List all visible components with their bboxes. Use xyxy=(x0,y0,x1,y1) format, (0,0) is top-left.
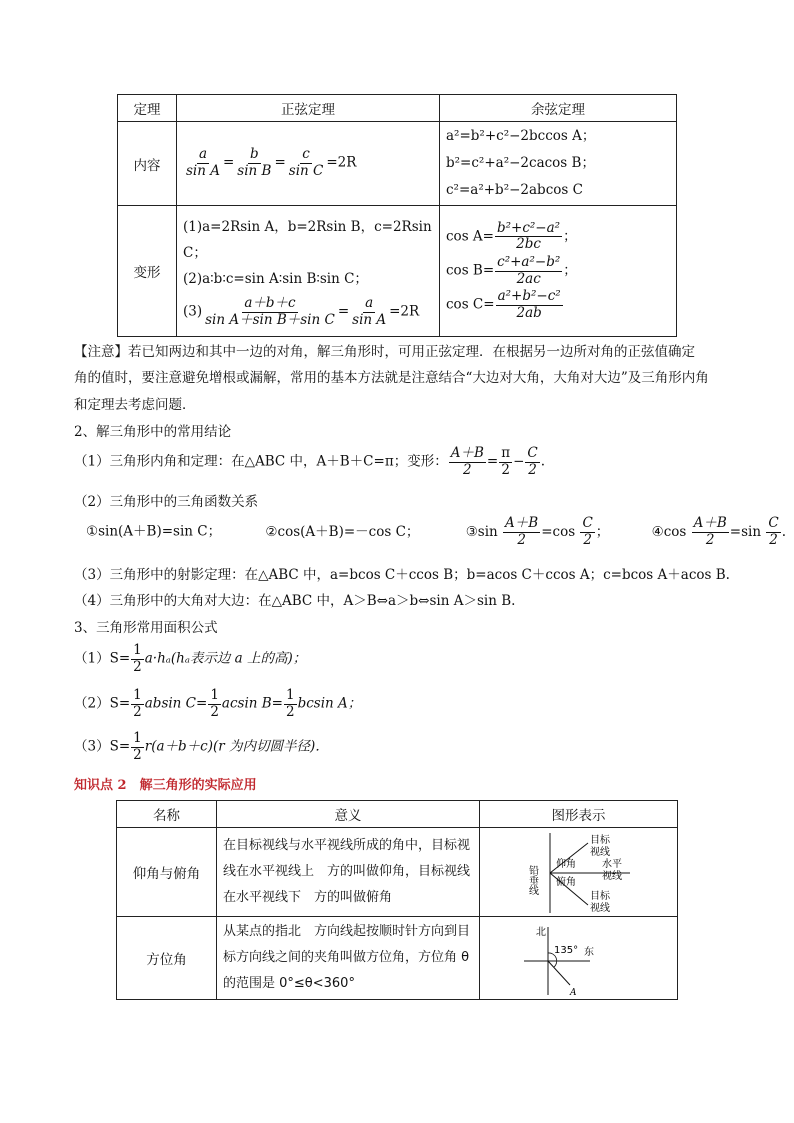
sine-content-cell: $\frac{a}{\text{sin A}}$ = $\frac{b}{\text{sin B}}$ = $\frac{c}{\text{sin C}}$ =2R xyxy=(177,122,440,206)
header-figure: 图形表示 xyxy=(480,801,678,828)
application-table xyxy=(116,800,678,1000)
section3-title: 3、三角形常用面积公式 xyxy=(74,620,218,636)
svg-text:目标: 目标 xyxy=(590,834,610,846)
area-formula-1: （1）S= $\frac{1}{2}$ a·hₐ(hₐ表示边 a 上的高)； xyxy=(74,642,307,675)
cos-law-b: b²=c²+a²−2cacos B； xyxy=(446,155,595,171)
cos-law-c: c²=a²+b²−2abcos C xyxy=(446,182,583,198)
header-cosine: 余弦定理 xyxy=(440,95,677,122)
row-content-label: 内容 xyxy=(118,122,177,206)
formula-3: ③sin $\frac{A+B}{2}$ =cos $\frac{C}{2}$ ； xyxy=(465,515,610,548)
sine-transform-cell xyxy=(177,206,440,337)
cos-transform-cell xyxy=(440,206,677,337)
section2-item2: （2）三角形中的三角函数关系 xyxy=(74,494,259,510)
row2-meaning: 从某点的指北 方向线起按顺时针方向到目标方向线之间的夹角叫做方位角，方位角 θ 的范围是 0°≤θ<360° xyxy=(217,917,480,1000)
sine-transform-1: (1)a=2Rsin A，b=2Rsin B，c=2Rsin C； xyxy=(183,218,432,261)
elevation-depression-figure xyxy=(480,829,676,916)
header-sine: 正弦定理 xyxy=(177,95,440,122)
cos-C-formula: cos C= $\frac{\text{a²+b²−c²}}{2ab}$ xyxy=(446,288,561,321)
formula-4: ④cos $\frac{A+B}{2}$ =sin $\frac{C}{2}$ . xyxy=(651,515,786,548)
header-meaning: 意义 xyxy=(217,801,480,828)
cos-B-formula: cos B= $\frac{\text{c²+a²−b²}}{2ac}$ ； xyxy=(446,253,577,287)
header-theorem: 定理 xyxy=(118,95,177,122)
section2-item1: （1）三角形内角和定理：在△ABC 中，A＋B＋C=π；变形： $\frac{A+B}{2}$ = $\frac{\pi}{2}$ − $\frac{C}{2}$ . xyxy=(74,445,546,478)
azimuth-figure xyxy=(480,919,676,998)
sine-transform-2: (2)a∶b∶c=sin A∶sin B∶sin C； xyxy=(183,270,368,287)
frac-b-sinB: $\frac{b}{\text{sin B}}$ xyxy=(237,146,272,179)
note-line-3: 和定理去考虑问题． xyxy=(74,397,196,413)
cos-law-a: a²=b²+c²−2bccos A； xyxy=(446,128,596,144)
svg-text:水平: 水平 xyxy=(602,858,622,870)
row-transform-label: 变形 xyxy=(118,206,177,337)
section2-item3: （3）三角形中的射影定理：在△ABC 中，a=bcos C＋ccos B；b=acos C＋ccos A；c=bcos A＋acos B. xyxy=(74,567,730,583)
sine-rhs: =2R xyxy=(326,155,357,171)
section2-title: 2、解三角形中的常用结论 xyxy=(74,424,232,440)
svg-text:目标: 目标 xyxy=(590,890,610,902)
svg-text:A: A xyxy=(570,987,577,998)
knowledge-point-2-title: 知识点 2 解三角形的实际应用 xyxy=(74,778,257,793)
svg-text:俯角: 俯角 xyxy=(556,876,576,888)
area-formula-3: （3）S= $\frac{1}{2}$ r(a＋b＋c)(r 为内切圆半径)． xyxy=(74,730,329,763)
row1-name: 仰角与俯角 xyxy=(117,828,217,917)
svg-text:视线: 视线 xyxy=(602,870,622,882)
note-line-1: 【注意】若已知两边和其中一边的对角，解三角形时，可用正弦定理．在根据另一边所对角的正弦值确定 xyxy=(74,344,695,360)
frac-c-sinC: $\frac{c}{\text{sin C}}$ xyxy=(288,146,324,179)
svg-text:135°: 135° xyxy=(554,944,579,956)
cos-content-cell xyxy=(440,122,677,206)
area-formula-2: （2）S= $\frac{1}{2}$ absin C= $\frac{1}{2}$ acsin B= $\frac{1}{2}$ bcsin A； xyxy=(74,687,362,720)
formula-1: ①sin(A＋B)=sin C； xyxy=(86,523,222,540)
section2-formulas xyxy=(86,516,786,548)
row2-name: 方位角 xyxy=(117,917,217,1000)
svg-text:视线: 视线 xyxy=(590,846,610,858)
theorem-table xyxy=(117,94,677,337)
svg-text:东: 东 xyxy=(584,946,594,958)
formula-2: ②cos(A＋B)=－cos C； xyxy=(265,523,420,540)
frac-a-sinA: $\frac{a}{\text{sin A}}$ xyxy=(186,146,220,179)
row2-figure-cell xyxy=(480,917,678,1000)
section2-item4: （4）三角形中的大角对大边：在△ABC 中，A＞B⇔a＞b⇔sin A＞sin B. xyxy=(74,593,516,609)
row1-figure-cell xyxy=(480,828,678,917)
header-name: 名称 xyxy=(117,801,217,828)
svg-text:仰角: 仰角 xyxy=(556,858,576,870)
svg-text:视线: 视线 xyxy=(590,902,610,914)
cos-A-formula: cos A= $\frac{\text{b²+c²−a²}}{2bc}$ ； xyxy=(446,219,577,253)
note-line-2: 角的值时，要注意避免增根或漏解，常用的基本方法就是注意结合“大边对大角，大角对大边”及三角形内角 xyxy=(74,370,709,386)
svg-text:北: 北 xyxy=(536,926,546,938)
sine-transform-3: (3) $\frac{a+b+c}{\text{sin A＋sin B＋sin C}}$ = $\frac{a}{\text{sin A}}$ =2R xyxy=(183,294,420,328)
row1-meaning: 在目标视线与水平视线所成的角中，目标视线在水平视线上 方的叫做仰角，目标视线在水平视线下 方的叫做俯角 xyxy=(217,828,480,917)
svg-text:铅垂线: 铅垂线 xyxy=(526,864,538,895)
